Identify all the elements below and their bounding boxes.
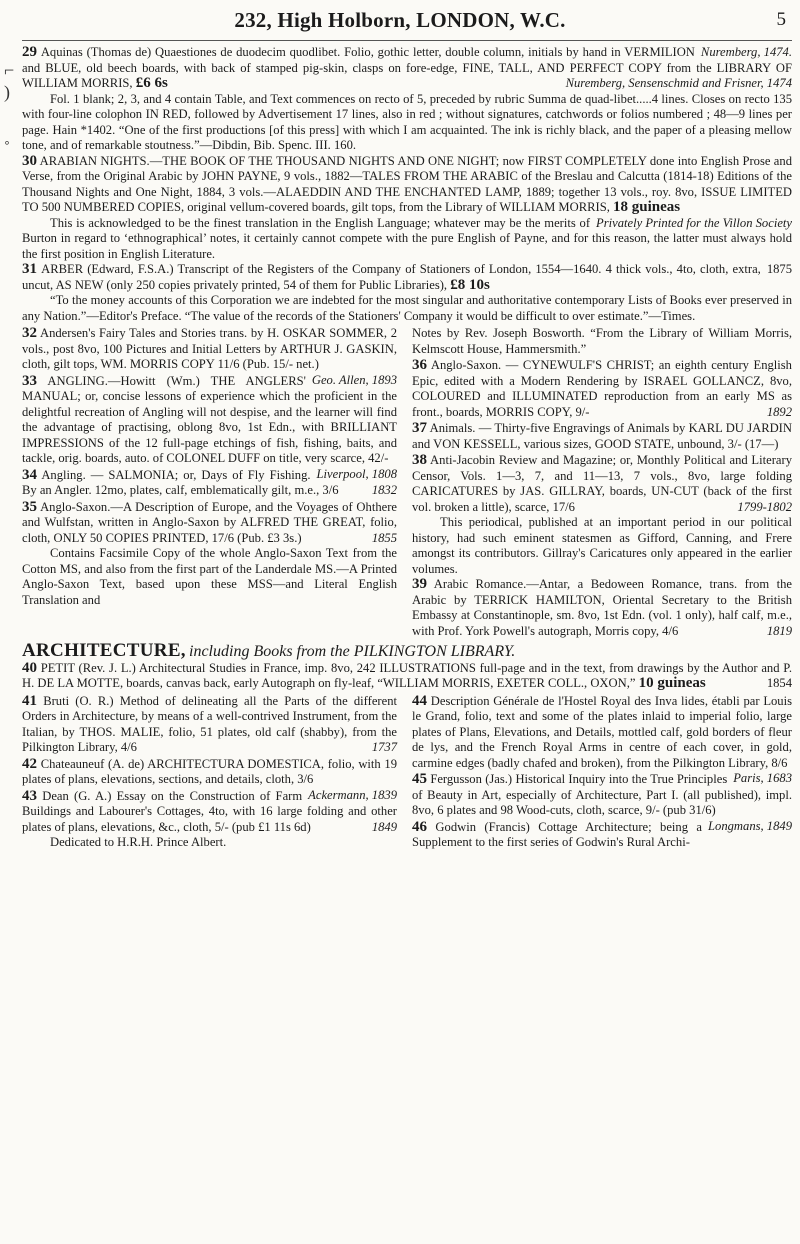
entry-text: Godwin (Francis) Cottage Architecture; being a Supplement to the first series of Godwin's Rural Archi- — [412, 819, 703, 849]
entry-text: ANGLING.—Howitt (Wm.) THE ANGLERS' MANUAL; or, concise lessons of experience which the proficient in the delightful recreation of Angling will not despise, and the learner will find the advantage of practising, oblong 8vo, 1st Edn., with BRILLIANT IMPRESSIONS of the 12 full-page etchings of fish, fishing, baits, and tackle, orig. boards, auto. of COLONEL DUFF on title, very scarce, 42/- — [22, 373, 397, 465]
entry-text: Arabic Romance.—Antar, a Bedoween Romance, trans. from the Arabic by TERRICK HAMILTON, Oriental Secretary to the British Embassy at Constantinople, sm. 8vo, 1st Edn. (vol. 1 only), half calf, m.e., with Prof. York Powell's autograph, Morris copy, 4/6 — [412, 577, 792, 638]
entry-number: 39 — [412, 576, 427, 592]
entry-number: 29 — [22, 44, 37, 60]
entry-number: 38 — [412, 452, 427, 468]
section-title: ARCHITECTURE, — [22, 640, 186, 661]
entry-number: 36 — [412, 357, 427, 373]
entry-imprint: Longmans, 1849 — [708, 818, 792, 833]
entry-price: £8 10s — [450, 276, 490, 293]
entry-price: 18 guineas — [613, 199, 681, 215]
entry-imprint: Ackermann, 1839 — [308, 787, 397, 802]
entry-number: 34 — [22, 466, 37, 483]
catalogue-entry — [412, 358, 792, 420]
entry-text: Chateauneuf (A. de) ARCHITECTURA DOMESTICA, folio, with 19 plates of plans, elevations, sections, and details, cloth, 3/6 — [22, 756, 397, 786]
catalogue-entry — [412, 326, 792, 357]
entry-text: Fergusson (Jas.) Historical Inquiry into the True Principles of Beauty in Art, especially of Architecture, Part I. (all published), impl. 8vo, 6 plates and 98 Wood-cuts, cloth, scarce, 9/- (pub 31/6) — [412, 772, 792, 817]
left-column — [22, 326, 397, 639]
entry-number: 45 — [412, 771, 427, 787]
lower-left-column — [22, 694, 397, 851]
entry-note: Dedicated to H.R.H. Prince Albert. — [50, 835, 227, 849]
header-rule — [22, 40, 792, 41]
entry-number: 37 — [412, 420, 427, 436]
entry-note: This is acknowledged to be the finest translation in the English Language; whatever may be the merits of Burton in regard to ‘ethnographical’ notes, it certainly cannot compete with the pure English of Payne, and for this reason, the latter must always hold the first position in English Literature. — [22, 215, 792, 261]
entry-imprint: Liverpool, 1808 — [316, 466, 397, 481]
margin-mark: ⌐ — [4, 60, 15, 80]
entry-40 — [22, 661, 792, 692]
page-number: 5 — [776, 9, 786, 30]
upper-columns — [22, 326, 792, 639]
catalogue-entry — [22, 500, 397, 547]
entry-text: Andersen's Fairy Tales and Stories trans. by H. OSKAR SOMMER, 2 vols., post 8vo, 100 Pictures and Initial Letters by ARTHUR J. GASKIN, cloth, gilt tops, WM. MORRIS COPY 11/6 (Pub. 15/- net.) — [22, 326, 397, 371]
entry-price: 10 guineas — [638, 675, 706, 691]
section-subtitle: including Books from the PILKINGTON LIBRARY. — [189, 643, 516, 660]
entry-date: 1875 — [766, 262, 792, 276]
entry-imprint: 1737 — [371, 740, 397, 754]
catalogue-entry — [22, 45, 792, 92]
entry-text: PETIT (Rev. J. L.) Architectural Studies in France, imp. 8vo, 242 ILLUSTRATIONS full-page and in the text, from drawings by the Author and P. H. DE LA MOTTE, boards, canvas back, early Autograph on fly-leaf, “WILLIAM MORRIS, EXETER COLL., OXON,” — [22, 660, 792, 690]
catalogue-entry — [412, 421, 792, 452]
entry-number: 30 — [22, 152, 37, 169]
entry-imprint: Privately Printed for the Villon Society — [596, 215, 792, 230]
margin-mark: ) — [4, 82, 10, 102]
entry-number: 44 — [412, 692, 427, 709]
margin-mark: ˚ — [4, 138, 10, 158]
entry-text: ARABIAN NIGHTS.—THE BOOK OF THE THOUSAND NIGHTS AND ONE NIGHT; now FIRST COMPLETELY done into English Prose and Verse, from the Original Arabic by JOHN PAYNE, 9 vols., 1882—TALES FROM THE ARABIC of the Breslau and Calcutta (1814-18) Editions of the Thousand Nights and One Night, 1884, 3 vols.—ALAEDDIN AND THE ENCHANTED LAMP, 1889; together 13 vols., roy. 8vo, ISSUE LIMITED TO 500 NUMBERED COPIES, original vellum-covered boards, gilt tops, from the Library of WILLIAM MORRIS, — [22, 153, 792, 214]
catalogue-entry — [412, 577, 792, 639]
entry-text: Bruti (O. R.) Method of delineating all the Parts of the different Orders in Architecture, by means of a well-contrived Instrument, from the Italian, by THOS. MALIE, folio, 51 plates, old calf (shabby), from the Pilkington Library, 4/6 — [22, 693, 397, 754]
entry-note: Fol. 1 blank; 2, 3, and 4 contain Table, and Text commences on recto of 5, preceded by rubric Summa de quad-libet.....4 lines. Closes on recto 135 with four-line colophon IN RED, followed by Advertisement 17 lines, also in red ; without signatures, catchwords or folios numbered ; 48—9 lines per page. Hain *1402. “One of the first productions [of this press] with which I am acquainted. The ink is richly black, and the paper of a pleasing mellow tone, and of remarkable stoutness.”—Dibdin, Bib. Spenc. III. 160. — [22, 91, 792, 152]
entry-note: “To the money accounts of this Corporation we are indebted for the most singular and authoritative contemporary Lists of Books ever preserved in any Nation.”—Editor's Preface. “The value of the records of the Stationers' Company it would be difficult to over estimate.”—Times. — [22, 293, 792, 323]
top-entries — [22, 45, 792, 324]
entry-number: 43 — [22, 787, 37, 804]
entry-note: Contains Facsimile Copy of the whole Anglo-Saxon Text from the Cotton MS, and also from the first part of the Landerdale MS.—A Printed Anglo-Saxon Text, based upon these MSS—and Literal English Translation and — [22, 546, 397, 607]
entry-number: 33 — [22, 372, 37, 389]
entry-note: This periodical, published at an important period in our political history, had such eminent statesmen as Gifford, Canning, and Frere amongst its contributors. Gillray's Caricatures only appeared in the earlier volumes. — [412, 515, 792, 576]
entry-imprint: 1849 — [371, 819, 397, 834]
entry-text: Notes by Rev. Joseph Bosworth. “From the Library of William Morris, Kelmscott House, Hammersmith.” — [412, 326, 792, 356]
entry-place: Nuremberg, 1474. — [700, 45, 792, 59]
entry-text: Animals. — Thirty-five Engravings of Animals by KARL DU JARDIN and VON KESSELL, various sizes, GOOD STATE, unbound, 3/- (17—) — [412, 421, 792, 451]
entry-text: Anti-Jacobin Review and Magazine; or, Monthly Political and Literary Censor, Vols. 1—3, 7, and 11—13, 7 vols., 8vo, large folding CARICATURES by JAS. GILLRAY, boards, UN-CUT (back of the first vol. broken a little), scarce, 17/6 — [412, 453, 792, 514]
entry-price: £6 6s — [135, 75, 168, 91]
entry-number: 40 — [22, 659, 37, 676]
catalogue-entry — [22, 262, 792, 293]
lower-columns — [22, 694, 792, 851]
entry-text: Anglo-Saxon. — CYNEWULF'S CHRIST; an eighth century English Epic, edited with a Modern Rendering by ISRAEL GOLLANCZ, 8vo, COLOURED and ILLUMINATED reproduction from an early MS as front., boards, MORRIS COPY, 9/- — [412, 358, 792, 419]
entry-imprint: 1819 — [766, 623, 792, 638]
entry-imprint: 1892 — [766, 404, 792, 419]
entry-imprint: Nuremberg, Sensenschmid and Frisner, 1474 — [565, 76, 792, 90]
entry-text: Aquinas (Thomas de) Quaestiones de duodecim quodlibet. Folio, gothic letter, double column, initials by hand in VERMILION and BLUE, old beech boards, with back of stamped pig-skin, clasps on fore-edge, FINE, TALL, AND PERFECT COPY from the LIBRARY OF WILLIAM MORRIS, — [22, 45, 792, 90]
entry-imprint: 1855 — [371, 530, 397, 545]
catalogue-entry — [22, 152, 792, 230]
catalogue-entry — [412, 453, 792, 515]
lower-right-column — [412, 694, 792, 851]
entry-number: 31 — [22, 261, 37, 277]
entry-number: 46 — [412, 818, 427, 835]
entry-text: Angling. — SALMONIA; or, Days of Fly Fishing. By an Angler. 12mo, plates, calf, emblematically gilt, m.e., 3/6 — [22, 467, 339, 497]
entry-text: Dean (G. A.) Essay on the Construction of Farm Buildings and Labourer's Cottages, 4to, with 16 large folding and other plates of plans, elevations, &c., cloth, 5/- (pub £1 11s 6d) — [22, 788, 397, 834]
entry-text: ARBER (Edward, F.S.A.) Transcript of the Registers of the Company of Stationers of London, 1554—1640. 4 thick vols., 4to, cloth, extra, uncut, AS NEW (only 250 copies privately printed, 54 of them for Public Libraries), — [22, 262, 761, 292]
left-margin-marks — [0, 0, 18, 1244]
entry-number: 35 — [22, 498, 37, 515]
entry-number: 42 — [22, 755, 37, 772]
entry-date: 1854 — [766, 676, 792, 690]
page-header — [0, 8, 800, 34]
section-heading — [22, 640, 792, 661]
right-column — [412, 326, 792, 639]
entry-imprint: 1799-1802 — [737, 499, 792, 514]
entry-text: Anglo-Saxon.—A Description of Europe, and the Voyages of Ohthere and Wulfstan, written in Anglo-Saxon by ALFRED THE GREAT, folio, cloth, ONLY 50 COPIES PRINTED, 17/6 (Pub. £3 3s.) — [22, 499, 397, 545]
entry-number: 32 — [22, 325, 37, 341]
catalogue-content — [22, 45, 792, 851]
entry-text: Description Générale de l'Hostel Royal des Inva lides, établi par Louis le Grand, folio, text and some of the plates inlaid to imperial folio, large plates of Plans, Elevations, and Details, mottled calf, gold borders of fleur de lys, and the French Royal Arms in centre of each cover, in gold, carmine edges (badly chafed and broken), from the Pilkington Library, 8/6 — [412, 693, 792, 770]
entry-imprint: Paris, 1683 — [733, 771, 792, 785]
entry-imprint: 1832 — [371, 483, 397, 497]
entry-number: 41 — [22, 692, 37, 709]
entry-imprint: Geo. Allen, 1893 — [311, 372, 397, 387]
catalogue-entry — [22, 694, 397, 756]
page-title: 232, High Holborn, LONDON, W.C. — [234, 8, 566, 32]
